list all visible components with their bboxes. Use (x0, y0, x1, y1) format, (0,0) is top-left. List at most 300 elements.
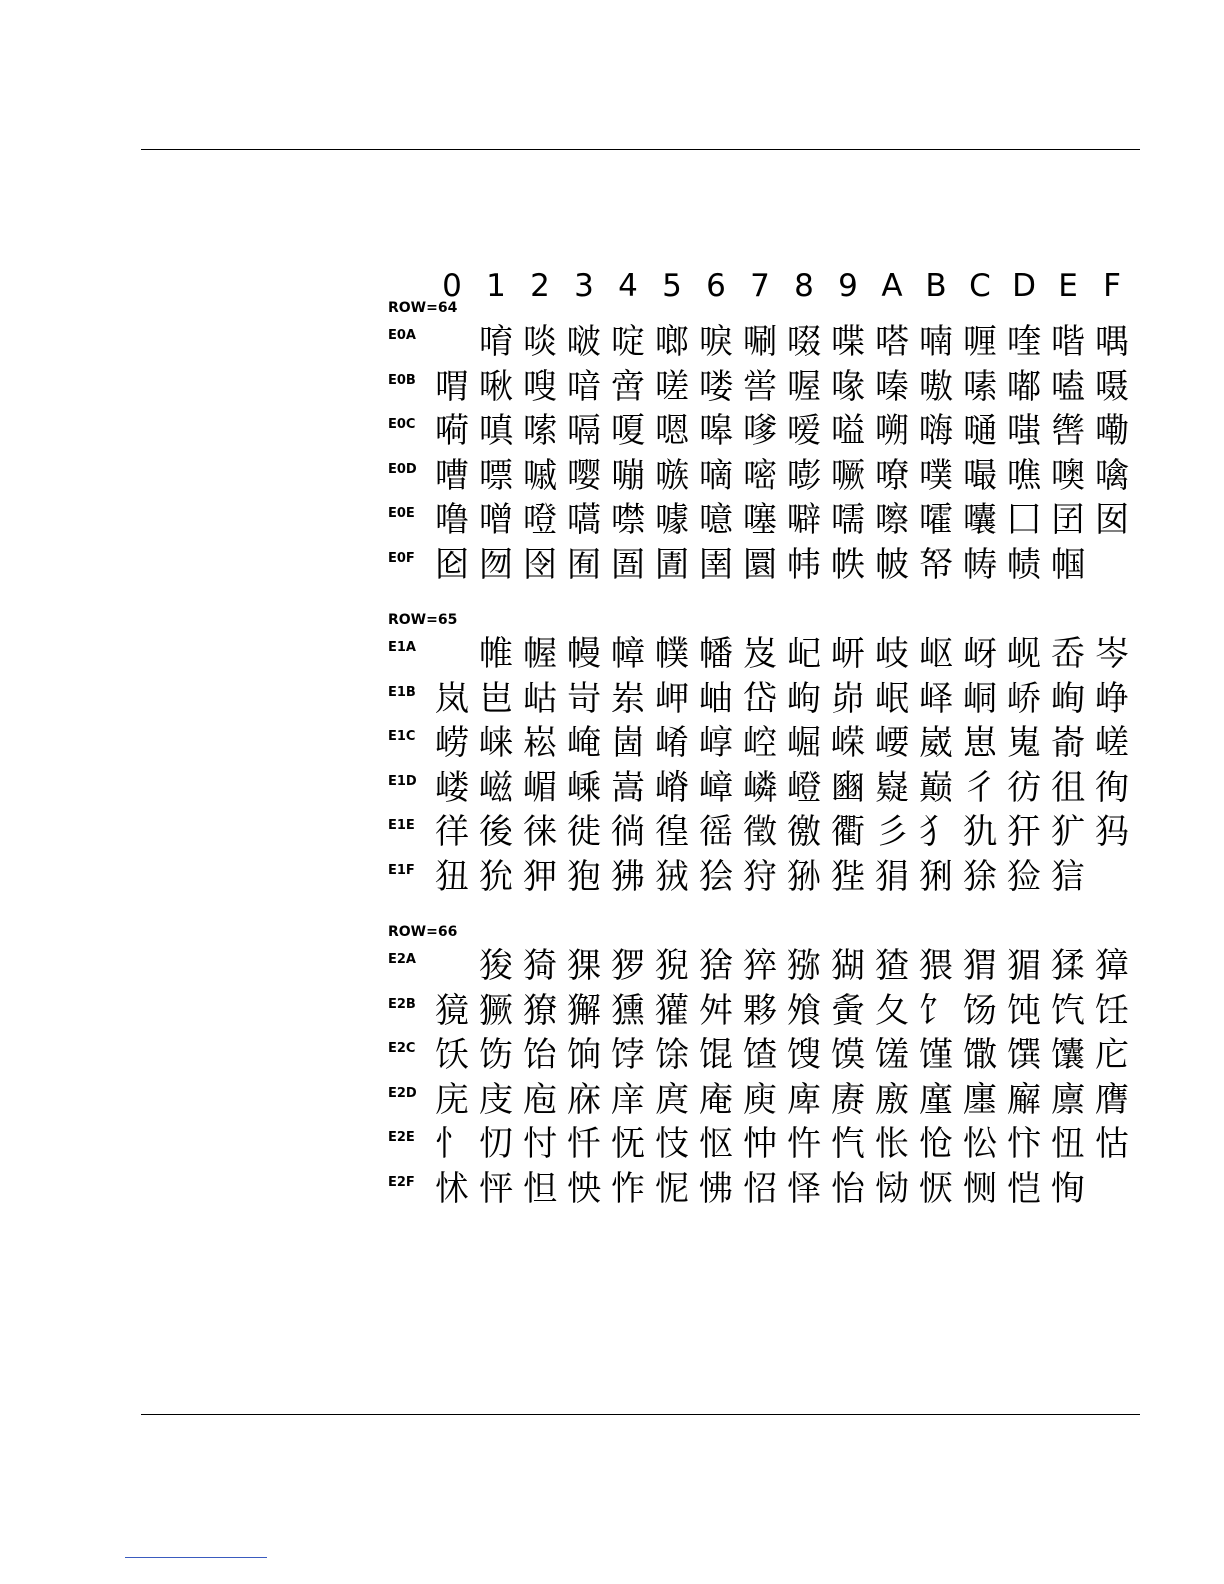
glyph-cell: 囵 (435, 544, 469, 585)
glyph-cell: 庹 (655, 1079, 689, 1120)
glyph-cell: 饴 (523, 1035, 557, 1075)
glyph-cell: 岱 (743, 678, 777, 719)
glyph-cell: 馊 (787, 1035, 821, 1075)
glyph-cell: 猥 (919, 946, 953, 986)
glyph-cell: 啷 (655, 322, 689, 362)
glyph-cell: 怄 (699, 1124, 733, 1164)
glyph-cell: 嘞 (1095, 411, 1129, 451)
glyph-cell: 崤 (655, 723, 689, 763)
glyph-cell: 狷 (875, 856, 909, 897)
glyph-cell: 怫 (699, 1168, 733, 1209)
glyph-cell: 岈 (963, 634, 997, 674)
line-label: E1A (388, 640, 416, 655)
glyph-cell: 廑 (919, 1079, 953, 1120)
glyph-cell: 猃 (1007, 856, 1041, 897)
glyph-cell: 忮 (655, 1124, 689, 1164)
footnote-rule (125, 1557, 267, 1558)
glyph-cell: 忾 (831, 1124, 865, 1164)
glyph-cell: 噍 (1007, 455, 1041, 496)
glyph-cell: 饧 (963, 990, 997, 1031)
glyph-cell: 岢 (567, 678, 601, 719)
glyph-cell: 彳 (963, 767, 997, 808)
row-label: ROW=66 (388, 924, 458, 940)
glyph-cell: 唳 (699, 322, 733, 362)
glyph-cell: 庠 (611, 1079, 645, 1120)
line-label: E2A (388, 952, 416, 967)
glyph-cell: 馑 (919, 1035, 953, 1075)
line-label: E1D (388, 773, 417, 789)
glyph-cell: 嘀 (699, 455, 733, 496)
column-header: A (881, 268, 903, 304)
glyph-cell: 崛 (787, 723, 821, 763)
glyph-cell: 幡 (699, 634, 733, 674)
glyph-cell: 徉 (435, 812, 469, 852)
glyph-cell: 狯 (699, 856, 733, 897)
glyph-cell: 嘌 (479, 455, 513, 496)
line-label: E2C (388, 1041, 416, 1056)
glyph-cell: 噤 (611, 500, 645, 540)
column-header: 1 (486, 268, 506, 304)
glyph-cell: 犸 (1095, 812, 1129, 852)
glyph-cell: 狨 (655, 856, 689, 897)
glyph-cell: 忡 (743, 1124, 777, 1164)
glyph-cell: 怵 (435, 1168, 469, 1209)
glyph-cell: 嘣 (611, 455, 645, 496)
glyph-cell: 赓 (831, 1079, 865, 1120)
glyph-cell: 帔 (875, 544, 909, 585)
glyph-cell: 狺 (1051, 856, 1085, 897)
glyph-cell: 幛 (611, 634, 645, 674)
column-header: 0 (442, 268, 462, 304)
glyph-cell: 嘈 (435, 455, 469, 496)
glyph-cell: 嗲 (743, 411, 777, 451)
line-label: E0B (388, 372, 416, 388)
glyph-cell: 怙 (1095, 1124, 1129, 1164)
glyph-cell: 嗦 (523, 411, 557, 451)
glyph-cell: 喋 (831, 322, 865, 362)
glyph-cell: 嵴 (655, 767, 689, 808)
glyph-cell: 巅 (919, 767, 953, 808)
glyph-cell: 饩 (1051, 990, 1085, 1031)
glyph-cell: 怿 (787, 1168, 821, 1209)
glyph-cell: 狍 (567, 856, 601, 897)
glyph-cell: 噌 (479, 500, 513, 540)
glyph-cell: 帷 (479, 634, 513, 674)
column-header: 9 (838, 268, 858, 304)
glyph-cell: 夥 (743, 990, 777, 1031)
glyph-cell: 庾 (743, 1079, 777, 1120)
line-label: E0A (388, 328, 416, 343)
glyph-cell: 夂 (875, 990, 909, 1031)
glyph-cell: 嗉 (963, 366, 997, 407)
glyph-cell: 帏 (787, 544, 821, 585)
glyph-cell: 嗌 (831, 411, 865, 451)
glyph-cell: 狒 (611, 856, 645, 897)
glyph-cell: 馓 (963, 1035, 997, 1075)
glyph-cell: 徂 (1051, 767, 1085, 808)
glyph-cell: 嗳 (787, 411, 821, 451)
glyph-cell: 徇 (1095, 767, 1129, 808)
glyph-cell: 囝 (1051, 500, 1085, 540)
glyph-cell: 岑 (1095, 634, 1129, 674)
line-label: E2E (388, 1130, 415, 1145)
glyph-cell: 嵬 (1007, 723, 1041, 763)
glyph-cell: 帻 (1007, 544, 1041, 585)
glyph-cell: 噗 (919, 455, 953, 496)
glyph-cell: 庥 (567, 1079, 601, 1120)
glyph-cell: 徜 (611, 812, 645, 852)
glyph-cell: 喽 (699, 366, 733, 407)
glyph-cell: 岙 (1051, 634, 1085, 674)
column-header: 2 (530, 268, 550, 304)
glyph-cell: 嘤 (567, 455, 601, 496)
glyph-cell: 怅 (875, 1124, 909, 1164)
glyph-cell: 獬 (567, 990, 601, 1031)
glyph-cell: 岬 (655, 678, 689, 719)
glyph-cell: 猹 (875, 946, 909, 986)
glyph-cell: 嵘 (831, 723, 865, 763)
glyph-cell: 恻 (963, 1168, 997, 1209)
glyph-cell: 崽 (963, 723, 997, 763)
glyph-cell: 狴 (831, 856, 865, 897)
glyph-cell: 啶 (611, 322, 645, 362)
glyph-cell: 恹 (919, 1168, 953, 1209)
glyph-cell: 廨 (1007, 1079, 1041, 1120)
glyph-cell: 膺 (1095, 1079, 1129, 1120)
glyph-cell: 喙 (831, 366, 865, 407)
glyph-cell: 狁 (479, 856, 513, 897)
glyph-cell: 崦 (567, 723, 601, 763)
glyph-cell: 噻 (743, 500, 777, 540)
glyph-cell: 嗝 (567, 411, 601, 451)
glyph-cell: 幞 (655, 634, 689, 674)
glyph-cell: 喱 (963, 322, 997, 362)
glyph-cell: 馇 (743, 1035, 777, 1075)
line-label: E0F (388, 550, 415, 566)
glyph-cell: 嗑 (1051, 366, 1085, 407)
glyph-cell: 後 (479, 812, 513, 852)
glyph-cell: 猓 (567, 946, 601, 986)
glyph-cell: 飧 (787, 990, 821, 1031)
glyph-cell: 衢 (831, 812, 865, 852)
glyph-cell: 馔 (1007, 1035, 1041, 1075)
glyph-cell: 嵊 (567, 767, 601, 808)
glyph-cell: 啻 (611, 366, 645, 407)
glyph-cell: 囫 (479, 544, 513, 585)
glyph-cell: 狳 (963, 856, 997, 897)
glyph-cell: 崮 (611, 723, 645, 763)
glyph-cell: 恺 (1007, 1168, 1041, 1209)
column-header: B (925, 268, 947, 304)
glyph-cell: 啵 (567, 322, 601, 362)
glyph-cell: 馍 (831, 1035, 865, 1075)
glyph-cell: 嗖 (523, 366, 557, 407)
glyph-cell: 嚯 (919, 500, 953, 540)
glyph-cell: 圄 (611, 544, 645, 585)
glyph-cell: 崆 (743, 723, 777, 763)
glyph-cell: 恸 (875, 1168, 909, 1209)
glyph-cell: 噘 (831, 455, 865, 496)
glyph-cell: 犰 (963, 812, 997, 852)
glyph-cell: 忤 (787, 1124, 821, 1164)
glyph-cell: 馄 (699, 1035, 733, 1075)
glyph-cell: 嵋 (523, 767, 557, 808)
glyph-cell: 帱 (963, 544, 997, 585)
glyph-cell: 囿 (567, 544, 601, 585)
glyph-cell: 獐 (1095, 946, 1129, 986)
glyph-cell: 峤 (1007, 678, 1041, 719)
glyph-cell: 猡 (611, 946, 645, 986)
glyph-cell: 饫 (435, 1035, 469, 1075)
glyph-cell: 嗤 (1007, 411, 1041, 451)
glyph-cell: 嘧 (743, 455, 777, 496)
glyph-cell: 饬 (479, 1035, 513, 1075)
glyph-cell: 岣 (787, 678, 821, 719)
glyph-cell: 豳 (831, 767, 865, 808)
glyph-cell: 庋 (479, 1079, 513, 1120)
glyph-cell: 峁 (831, 678, 865, 719)
glyph-cell: 啖 (523, 322, 557, 362)
glyph-cell: 饣 (919, 990, 953, 1031)
glyph-cell: 辔 (1051, 411, 1085, 451)
glyph-cell: 忄 (435, 1124, 469, 1164)
glyph-cell: 怦 (479, 1168, 513, 1209)
glyph-cell: 庀 (1095, 1035, 1129, 1075)
glyph-cell: 囡 (1095, 500, 1129, 540)
glyph-cell: 嗯 (655, 411, 689, 451)
glyph-cell: 嶙 (743, 767, 777, 808)
glyph-cell: 嗨 (919, 411, 953, 451)
glyph-cell: 崃 (479, 723, 513, 763)
glyph-cell: 喑 (567, 366, 601, 407)
glyph-cell: 狩 (743, 856, 777, 897)
glyph-cell: 庑 (435, 1079, 469, 1120)
glyph-cell: 猁 (919, 856, 953, 897)
line-label: E1E (388, 818, 415, 833)
glyph-cell: 崧 (523, 723, 557, 763)
glyph-cell: 饽 (611, 1035, 645, 1075)
glyph-cell: 犷 (1051, 812, 1085, 852)
glyph-cell: 岷 (875, 678, 909, 719)
glyph-cell: 崴 (919, 723, 953, 763)
glyph-cell: 怊 (743, 1168, 777, 1209)
column-header: C (969, 268, 991, 304)
glyph-cell: 啜 (787, 322, 821, 362)
glyph-cell: 獯 (611, 990, 645, 1031)
glyph-cell: 噔 (523, 500, 557, 540)
glyph-cell: 獾 (655, 990, 689, 1031)
glyph-cell: 猱 (1051, 946, 1085, 986)
glyph-cell: 嵩 (611, 767, 645, 808)
column-header: 5 (662, 268, 682, 304)
glyph-cell: 喁 (1095, 322, 1129, 362)
glyph-cell: 忏 (567, 1124, 601, 1164)
glyph-cell: 噫 (699, 500, 733, 540)
line-label: E1F (388, 862, 415, 878)
glyph-cell: 嗷 (919, 366, 953, 407)
glyph-cell: 岚 (435, 678, 469, 719)
glyph-cell: 猬 (963, 946, 997, 986)
glyph-cell: 噜 (435, 500, 469, 540)
glyph-cell: 囹 (523, 544, 557, 585)
column-header: 6 (706, 268, 726, 304)
glyph-cell: 廒 (875, 1079, 909, 1120)
glyph-cell: 嶷 (875, 767, 909, 808)
glyph-cell: 嵛 (1051, 723, 1085, 763)
glyph-cell: 岜 (479, 678, 513, 719)
glyph-cell: 徭 (699, 812, 733, 852)
glyph-cell: 徵 (743, 812, 777, 852)
glyph-cell: 夤 (831, 990, 865, 1031)
glyph-cell: 嗵 (963, 411, 997, 451)
glyph-cell: 帙 (831, 544, 865, 585)
glyph-cell: 饪 (1095, 990, 1129, 1031)
glyph-cell: 圉 (699, 544, 733, 585)
glyph-cell: 忪 (963, 1124, 997, 1164)
line-label: E2B (388, 996, 416, 1012)
column-header: F (1103, 268, 1121, 304)
glyph-cell: 猞 (699, 946, 733, 986)
row-label: ROW=64 (388, 300, 458, 316)
glyph-cell: 嵯 (1095, 723, 1129, 763)
glyph-cell: 嗫 (1095, 366, 1129, 407)
glyph-cell: 嵫 (479, 767, 513, 808)
glyph-cell: 幄 (523, 634, 557, 674)
glyph-cell: 嘟 (1007, 366, 1041, 407)
glyph-cell: 馐 (875, 1035, 909, 1075)
glyph-cell: 噼 (787, 500, 821, 540)
glyph-cell: 嚓 (875, 500, 909, 540)
glyph-cell: 圊 (655, 544, 689, 585)
column-header: 8 (794, 268, 814, 304)
glyph-cell: 帼 (1051, 544, 1085, 585)
glyph-cell: 喃 (919, 322, 953, 362)
footer-rule (141, 1414, 1140, 1415)
glyph-cell: 喔 (787, 366, 821, 407)
glyph-cell: 噱 (655, 500, 689, 540)
glyph-cell: 忭 (1007, 1124, 1041, 1164)
glyph-cell: 嗪 (875, 366, 909, 407)
glyph-cell: 噙 (1095, 455, 1129, 496)
glyph-cell: 廪 (1051, 1079, 1085, 1120)
glyph-cell: 崾 (875, 723, 909, 763)
glyph-cell: 峄 (919, 678, 953, 719)
glyph-cell: 馀 (655, 1035, 689, 1075)
glyph-cell: 峋 (1051, 678, 1085, 719)
glyph-cell: 恂 (1051, 1168, 1085, 1209)
glyph-cell: 猝 (743, 946, 777, 986)
glyph-cell: 帑 (919, 544, 953, 585)
glyph-cell: 嚆 (567, 500, 601, 540)
glyph-cell: 怩 (655, 1168, 689, 1209)
glyph-cell: 狲 (787, 856, 821, 897)
glyph-cell: 忸 (1051, 1124, 1085, 1164)
column-header: 3 (574, 268, 594, 304)
glyph-cell: 狻 (479, 946, 513, 986)
glyph-cell: 嗔 (479, 411, 513, 451)
glyph-cell: 嘭 (787, 455, 821, 496)
glyph-cell: 嗒 (875, 322, 909, 362)
glyph-cell: 怛 (523, 1168, 557, 1209)
glyph-cell: 嘹 (875, 455, 909, 496)
glyph-cell: 崂 (435, 723, 469, 763)
glyph-cell: 囗 (1007, 500, 1041, 540)
glyph-cell: 徕 (523, 812, 557, 852)
glyph-cell: 彷 (1007, 767, 1041, 808)
glyph-cell: 犴 (1007, 812, 1041, 852)
glyph-cell: 獍 (435, 990, 469, 1031)
glyph-cell: 唰 (743, 322, 777, 362)
line-label: E0D (388, 461, 417, 477)
glyph-cell: 岘 (1007, 634, 1041, 674)
glyph-cell: 猸 (1007, 946, 1041, 986)
glyph-cell: 唷 (479, 322, 513, 362)
glyph-cell: 庖 (523, 1079, 557, 1120)
glyph-cell: 猢 (831, 946, 865, 986)
glyph-cell: 岵 (523, 678, 557, 719)
glyph-cell: 嘬 (963, 455, 997, 496)
glyph-cell: 獗 (479, 990, 513, 1031)
glyph-cell: 忖 (523, 1124, 557, 1164)
glyph-cell: 岐 (875, 634, 909, 674)
glyph-cell: 嘁 (523, 455, 557, 496)
line-label: E1B (388, 684, 416, 700)
glyph-cell: 徨 (655, 812, 689, 852)
glyph-cell: 幔 (567, 634, 601, 674)
glyph-cell: 猊 (655, 946, 689, 986)
glyph-cell: 怃 (611, 1124, 645, 1164)
glyph-cell: 岍 (831, 634, 865, 674)
glyph-cell: 廛 (963, 1079, 997, 1120)
glyph-cell: 猗 (523, 946, 557, 986)
column-header: E (1058, 268, 1078, 304)
glyph-cell: 噢 (1051, 455, 1085, 496)
glyph-cell: 徙 (567, 812, 601, 852)
glyph-cell: 犭 (919, 812, 953, 852)
glyph-cell: 嶝 (787, 767, 821, 808)
glyph-cell: 獠 (523, 990, 557, 1031)
glyph-cell: 岽 (611, 678, 645, 719)
glyph-cell: 怡 (831, 1168, 865, 1209)
glyph-cell: 喾 (743, 366, 777, 407)
glyph-cell: 徼 (787, 812, 821, 852)
glyph-cell: 狃 (435, 856, 469, 897)
glyph-cell: 嗬 (435, 411, 469, 451)
glyph-cell: 嗾 (655, 455, 689, 496)
glyph-cell: 饨 (1007, 990, 1041, 1031)
line-label: E0E (388, 506, 415, 521)
glyph-cell: 喈 (1051, 322, 1085, 362)
glyph-cell: 嗄 (611, 411, 645, 451)
glyph-cell: 峥 (1095, 678, 1129, 719)
glyph-cell: 嗟 (655, 366, 689, 407)
glyph-cell: 岫 (699, 678, 733, 719)
glyph-cell: 庳 (787, 1079, 821, 1120)
column-header: 7 (750, 268, 770, 304)
glyph-cell: 岖 (919, 634, 953, 674)
glyph-cell: 啾 (479, 366, 513, 407)
glyph-cell: 峒 (963, 678, 997, 719)
glyph-cell: 忉 (479, 1124, 513, 1164)
glyph-cell: 怆 (919, 1124, 953, 1164)
row-label: ROW=65 (388, 612, 458, 628)
glyph-cell: 舛 (699, 990, 733, 1031)
glyph-cell: 圜 (743, 544, 777, 585)
glyph-cell: 崞 (699, 723, 733, 763)
glyph-cell: 馕 (1051, 1035, 1085, 1075)
line-label: E2D (388, 1085, 417, 1101)
line-label: E2F (388, 1174, 415, 1190)
